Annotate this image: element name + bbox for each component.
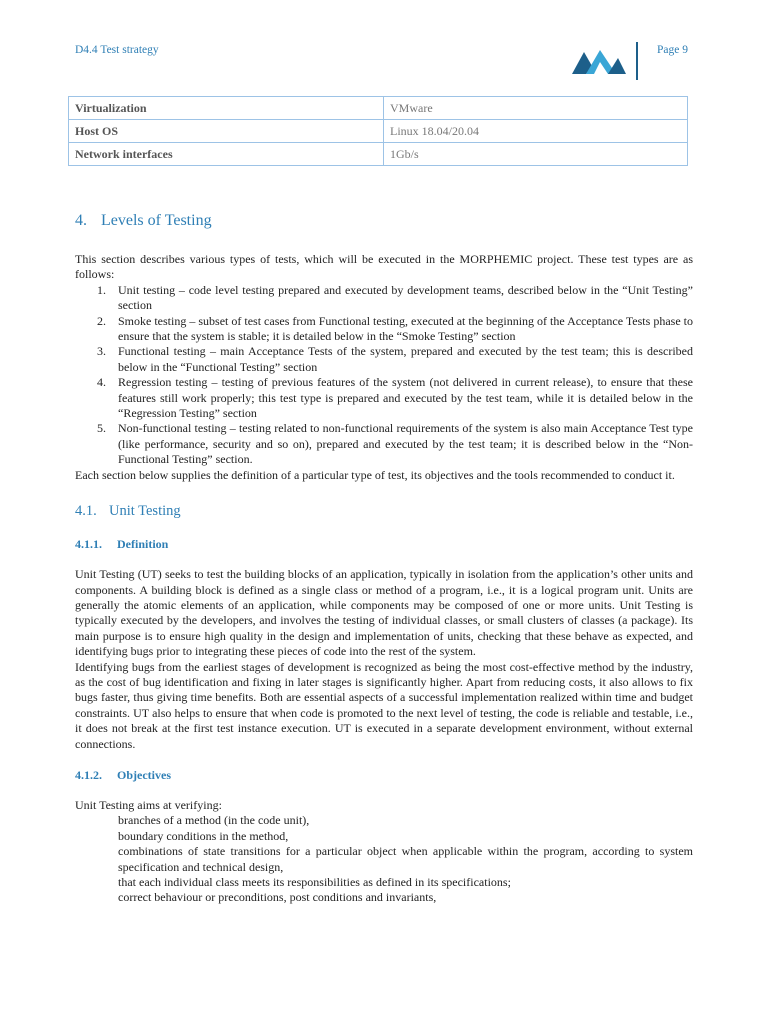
- section-heading: [75, 208, 693, 234]
- subsection-number: 4.1.: [75, 503, 97, 520]
- list-item: branches of a method (in the code unit),: [118, 813, 310, 828]
- table-row: [69, 97, 688, 120]
- section-title: Levels of Testing: [101, 212, 212, 229]
- list-number: 1.: [97, 282, 106, 297]
- subsubsection-heading: [75, 535, 693, 553]
- list-item-text: Non-functional testing – testing related to non-functional requirements of the system is also main Acceptance Test type (like performance, security and so on), prepared and executed by the test team; it is described below in the “Non-Functional Testing” section.: [118, 421, 693, 467]
- table-cell-value: VMware: [384, 97, 688, 120]
- list-item: [75, 375, 693, 421]
- subsubsection-heading: [75, 766, 693, 784]
- table-cell-key: Host OS: [69, 120, 384, 143]
- list-number: 2.: [97, 313, 106, 328]
- list-item: combinations of state transitions for a particular object when applicable within the program, according to system specification and technical design,: [118, 844, 693, 874]
- document-body: [75, 208, 693, 906]
- list-number: 3.: [97, 344, 106, 359]
- subsubsection-number: 4.1.2.: [75, 767, 102, 782]
- subsection-title: Unit Testing: [109, 503, 181, 520]
- test-types-list: [75, 283, 693, 468]
- spec-table: [68, 96, 688, 166]
- table-row: [69, 143, 688, 166]
- paragraph: Unit Testing (UT) seeks to test the building blocks of an application, typically in isolation from the application’s other units and components. A building block is defined as a single class or method of a program, i.e., it is a logical program unit. Units are generally the atomic elements of an application, while components may be composed of one or more units. Unit Testing is typically executed by the developers, and involves the testing of individual classes, or small clusters of classes (a package). Its main purpose is to ensure high quality in the design and implementation of units, checking that these behave as expected, and identifying bugs prior to integrating these pieces of code into the rest of the system.: [75, 567, 693, 659]
- list-item: [75, 314, 693, 345]
- list-item: [75, 283, 693, 314]
- section-number: 4.: [75, 212, 87, 229]
- list-item: boundary conditions in the method,: [118, 828, 289, 843]
- paragraph: This section describes various types of tests, which will be executed in the MORPHEMIC project. These test types are as follows:: [75, 252, 693, 282]
- list-item-text: Smoke testing – subset of test cases from Functional testing, executed at the beginning of the Acceptance Tests phase to ensure that the system is stable; it is detailed below in the “Smoke Testing” section: [118, 313, 693, 344]
- list-item: that each individual class meets its responsibilities as defined in its specifications;: [118, 875, 511, 889]
- list-item: correct behaviour or preconditions, post conditions and invariants,: [118, 890, 437, 905]
- page-number: Page 9: [657, 44, 688, 56]
- subsubsection-number: 4.1.1.: [75, 537, 102, 552]
- table-cell-key: Network interfaces: [69, 143, 384, 166]
- table-cell-key: Virtualization: [69, 97, 384, 120]
- table-row: [69, 120, 688, 143]
- list-number: 4.: [97, 375, 106, 390]
- paragraph: Unit Testing aims at verifying:: [75, 797, 222, 812]
- list-item-text: Unit testing – code level testing prepared and executed by development teams, described below in the “Unit Testing” section: [118, 282, 693, 313]
- morphemic-logo-icon: [570, 40, 644, 82]
- list-item: [75, 421, 693, 467]
- document-label: D4.4 Test strategy: [75, 44, 159, 56]
- list-item: [75, 344, 693, 375]
- list-item-text: Regression testing – testing of previous features of the system (not delivered in current release), to ensure that these features still work properly; this test type is prepared and executed by the test team, while it is detailed below in the “Regression Testing” section: [118, 375, 693, 421]
- list-item-text: Functional testing – main Acceptance Tests of the system, prepared and executed by the test team; this is described below in the “Functional Testing” section: [118, 344, 693, 374]
- list-number: 5.: [97, 421, 106, 436]
- paragraph: Each section below supplies the definition of a particular type of test, its objectives and the tools recommended to conduct it.: [75, 467, 675, 482]
- objectives-list: [75, 813, 693, 905]
- table-cell-value: Linux 18.04/20.04: [384, 120, 688, 143]
- subsubsection-title: Objectives: [117, 767, 171, 782]
- subsubsection-title: Definition: [117, 537, 169, 552]
- subsection-heading: [75, 501, 693, 521]
- table-cell-value: 1Gb/s: [384, 143, 688, 166]
- paragraph: Identifying bugs from the earliest stages of development is recognized as being the most cost-effective method by the industry, as the cost of bug identification and fixing in later stages is significantly higher. Apart from reducing costs, it also allows to fix bugs faster, thus giving time benefits. Both are essential aspects of a successful implementation realized within time and budget constraints. UT also helps to ensure that when code is promoted to the next level of testing, the code is reliable and testable, i.e., it does not break at the first test instance execution. UT is executed in a separate development environment, without external connections.: [75, 659, 693, 751]
